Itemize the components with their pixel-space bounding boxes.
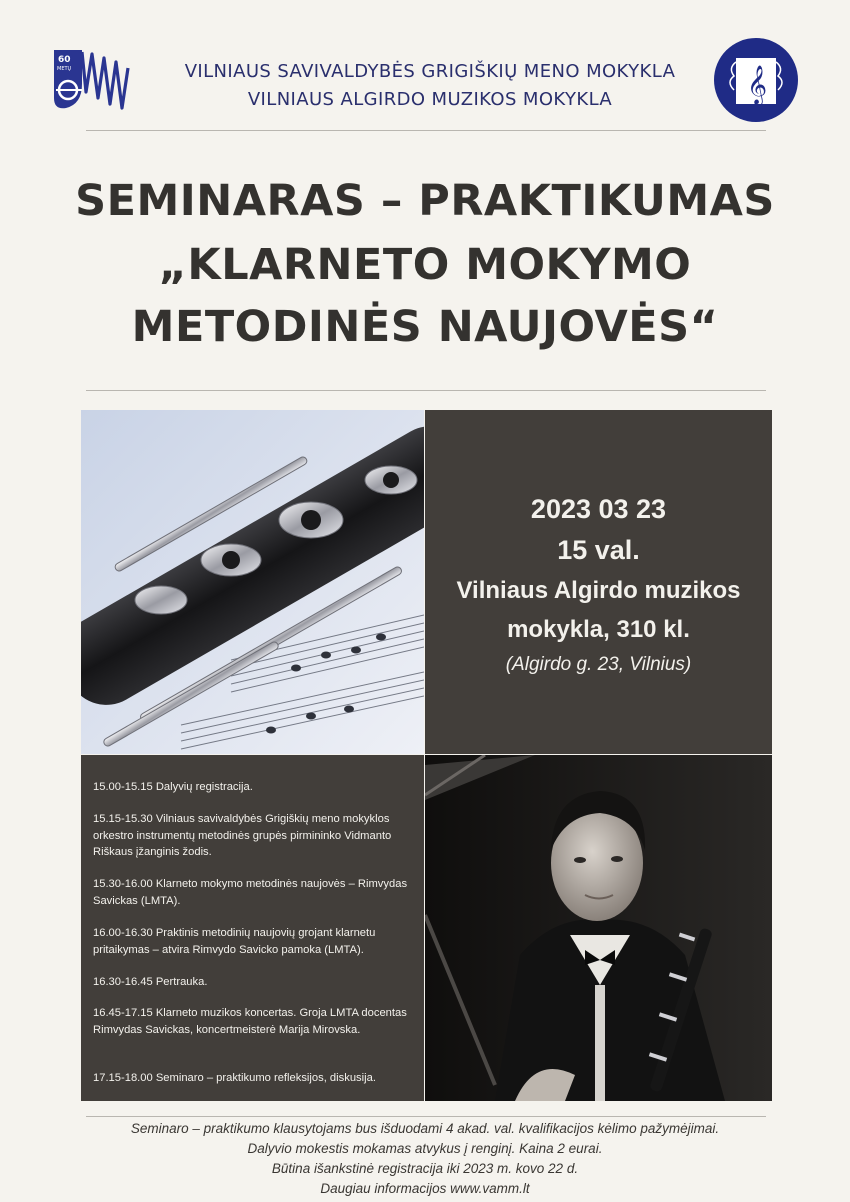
svg-text:𝄞: 𝄞 (747, 65, 768, 105)
schedule-item-open-lesson: 16.00-16.30 Praktinis metodinių naujovių grojant klarnetu pritaikymas – atvira Rimvydo Savicko pamoka (LMTA). (93, 927, 376, 956)
event-date: 2023 03 23 (530, 494, 667, 524)
school-name-algirdo: VILNIAUS ALGIRDO MUZIKOS MOKYKLA (247, 89, 613, 110)
event-title-line-1: SEMINARAS – PRAKTIKUMAS (75, 176, 775, 226)
footer-registration-note: Būtina išankstinė registracija iki 2023 m. kovo 22 d. (271, 1161, 579, 1176)
header-divider (86, 130, 766, 131)
clarinet-sheet-music-photo (81, 410, 424, 754)
footer-more-info: Daugiau informacijos www.vamm.lt (320, 1181, 530, 1196)
footer-fee-note: Dalyvio mokestis mokamas atvykus į renginį. Kaina 2 eurai. (247, 1141, 603, 1156)
schedule-item-break: 16.30-16.45 Pertrauka. (93, 976, 208, 988)
school-name-grigiskiu: VILNIAUS SAVIVALDYBĖS GRIGIŠKIŲ MENO MOKYKLA (184, 61, 676, 82)
clarinetist-portrait-photo (425, 755, 772, 1101)
schedule-item-opening: 15.15-15.30 Vilniaus savivaldybės Grigiškių meno mokyklos orkestro instrumentų metodinės grupės pirmininko Vidmanto Riškaus įžanginis žodis. (93, 813, 392, 858)
event-title-line-3: METODINĖS NAUJOVĖS“ (131, 302, 719, 352)
grigiskiu-school-logo (52, 48, 134, 112)
schedule-item-lecture: 15.30-16.00 Klarneto mokymo metodinės naujovės – Rimvydas Savickas (LMTA). (93, 878, 408, 907)
event-address: (Algirdo g. 23, Vilnius) (505, 654, 692, 675)
event-venue-line-1: Vilniaus Algirdo muzikos (456, 577, 741, 604)
event-venue-line-2: mokykla, 310 kl. (507, 616, 690, 643)
footer-certificate-note: Seminaro – praktikumo klausytojams bus išduodami 4 akad. val. kvalifikacijos kėlimo pažymėjimai. (130, 1121, 720, 1136)
event-title-line-2: „KLARNETO MOKYMO (158, 240, 692, 290)
schedule-panel (81, 755, 424, 1101)
schedule-item-registration: 15.00-15.15 Dalyvių registracija. (93, 781, 253, 793)
logo-metu-text: METŲ (57, 66, 72, 72)
event-details-panel (425, 410, 772, 754)
logo-60-text: 60 (58, 55, 71, 65)
event-time: 15 val. (557, 535, 640, 565)
title-divider (86, 390, 766, 391)
treble-clef-icon (714, 38, 798, 122)
footer-divider (86, 1116, 766, 1117)
schedule-item-reflection: 17.15-18.00 Seminaro – praktikumo refleksijos, diskusija. (93, 1072, 376, 1084)
schedule-item-concert: 16.45-17.15 Klarneto muzikos koncertas. Groja LMTA docentas Rimvydas Savickas, koncertmeisterė Marija Mirovska. (93, 1007, 407, 1036)
algirdo-school-logo (714, 38, 798, 122)
